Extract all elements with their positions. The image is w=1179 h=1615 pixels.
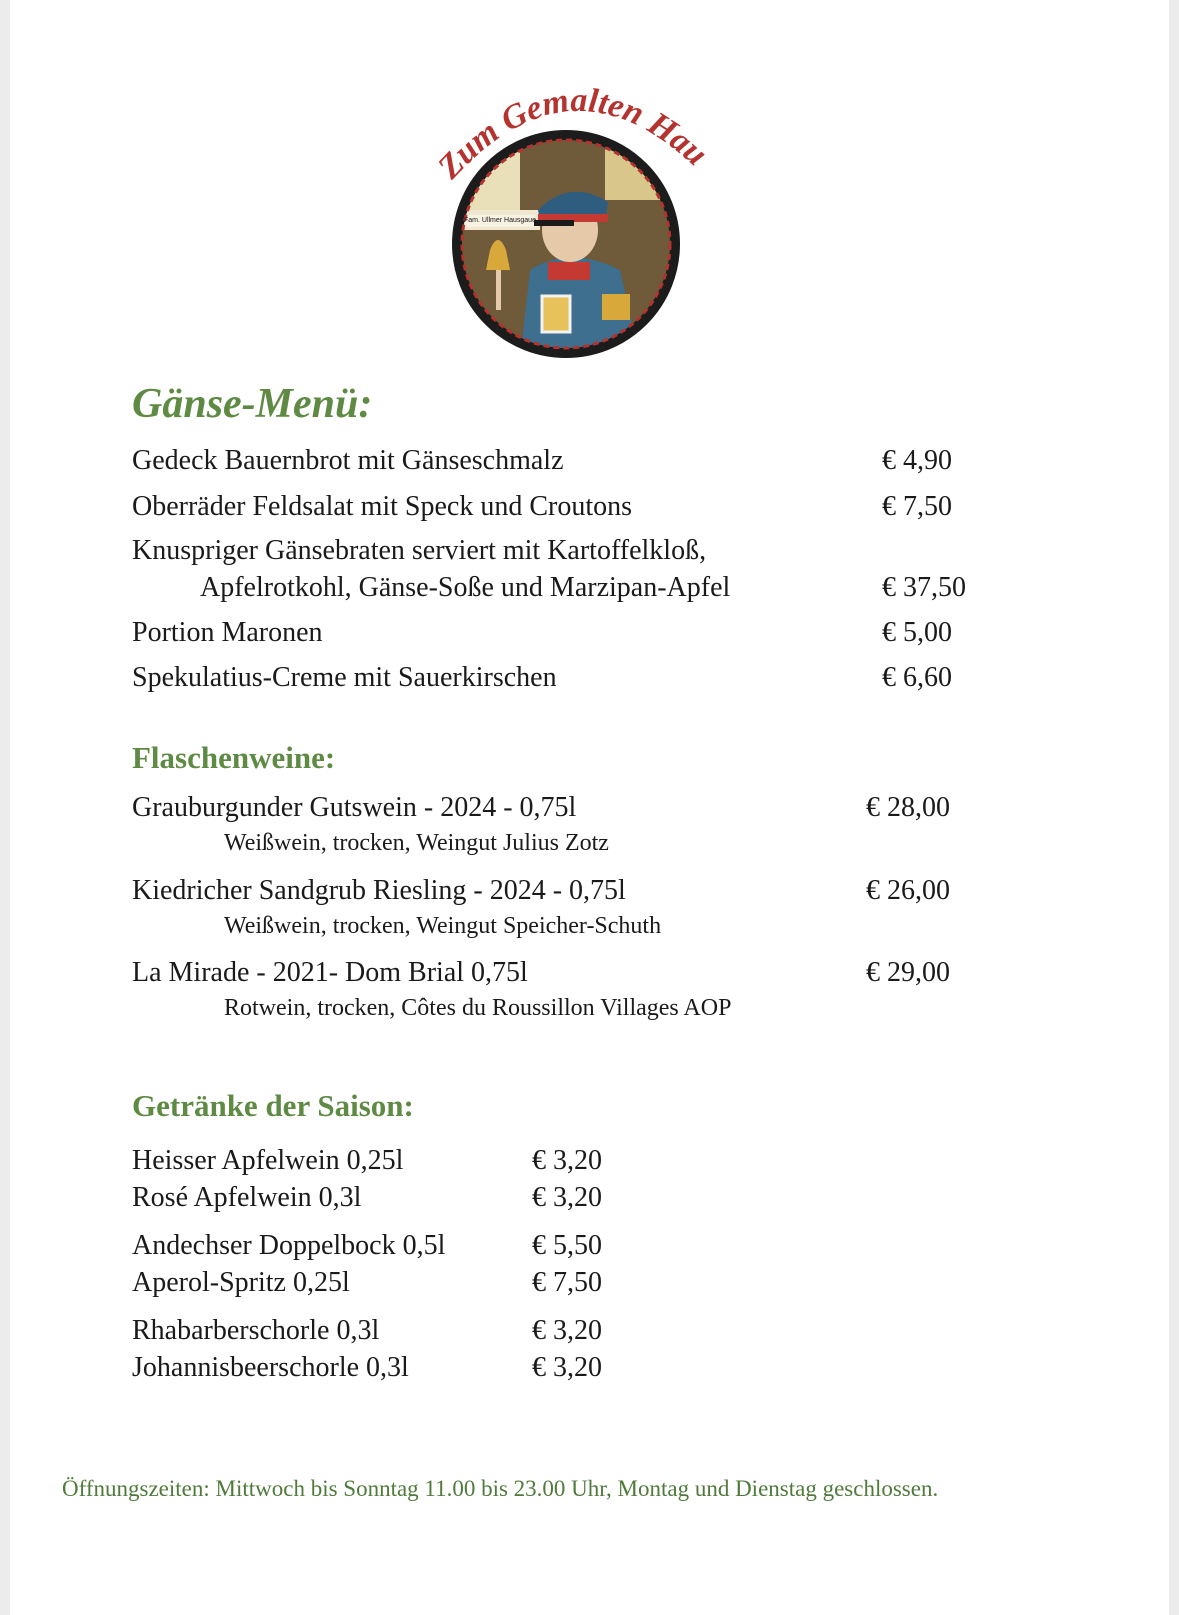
wine-name: Kiedricher Sandgrub Riesling - 2024 - 0,75l <box>132 875 626 906</box>
wine-price: € 28,00 <box>866 792 950 823</box>
flaschenweine-heading: Flaschenweine: <box>132 740 336 775</box>
drink-price: € 3,20 <box>532 1182 602 1213</box>
getraenke-heading: Getränke der Saison: <box>132 1088 414 1123</box>
menu-item-name-continued: Apfelrotkohl, Gänse-Soße und Marzipan-Apfel <box>200 572 731 603</box>
drink-price: € 7,50 <box>532 1267 602 1298</box>
menu-item-name: Portion Maronen <box>132 617 323 648</box>
opening-hours: Öffnungszeiten: Mittwoch bis Sonntag 11.00 bis 23.00 Uhr, Montag und Dienstag geschlossen. <box>62 1476 939 1501</box>
wine-name: La Mirade - 2021- Dom Brial 0,75l <box>132 957 528 988</box>
menu-page <box>10 0 1169 1615</box>
svg-text:Zum Gemalten Haus: Zum Gemalten Hau <box>430 82 715 186</box>
wine-price: € 29,00 <box>866 957 950 988</box>
menu-item-price: € 4,90 <box>882 445 952 476</box>
menu-item-name: Gedeck Bauernbrot mit Gänseschmalz <box>132 445 564 476</box>
menu-item-price: € 7,50 <box>882 491 952 522</box>
wine-name: Grauburgunder Gutswein - 2024 - 0,75l <box>132 792 577 823</box>
drink-name: Rosé Apfelwein 0,3l <box>132 1182 362 1213</box>
restaurant-logo <box>430 70 730 360</box>
menu-item-price: € 37,50 <box>882 572 966 603</box>
drink-price: € 3,20 <box>532 1315 602 1346</box>
menu-item-name: Oberräder Feldsalat mit Speck und Croutons <box>132 491 633 522</box>
drink-price: € 5,50 <box>532 1230 602 1261</box>
wine-price: € 26,00 <box>866 875 950 906</box>
svg-text:Fam. Ullmer Hausgaue: Fam. Ullmer Hausgaue <box>464 217 536 224</box>
drink-name: Rhabarberschorle 0,3l <box>132 1315 380 1346</box>
logo-emblem-icon <box>430 70 730 360</box>
menu-item-price: € 6,60 <box>882 662 952 693</box>
drink-name: Aperol-Spritz 0,25l <box>132 1267 350 1298</box>
drink-name: Johannisbeerschorle 0,3l <box>132 1352 409 1383</box>
drink-name: Heisser Apfelwein 0,25l <box>132 1145 404 1176</box>
wine-description: Rotwein, trocken, Côtes du Roussillon Villages AOP <box>224 995 732 1021</box>
gaense-menu-heading: Gänse-Menü: <box>132 381 373 427</box>
wine-description: Weißwein, trocken, Weingut Speicher-Schuth <box>224 913 662 939</box>
drink-name: Andechser Doppelbock 0,5l <box>132 1230 446 1261</box>
menu-item-price: € 5,00 <box>882 617 952 648</box>
menu-item-name: Knuspriger Gänsebraten serviert mit Kartoffelkloß, <box>132 535 707 566</box>
menu-item-name: Spekulatius-Creme mit Sauerkirschen <box>132 662 557 693</box>
drink-price: € 3,20 <box>532 1145 602 1176</box>
drink-price: € 3,20 <box>532 1352 602 1383</box>
wine-description: Weißwein, trocken, Weingut Julius Zotz <box>224 830 609 856</box>
